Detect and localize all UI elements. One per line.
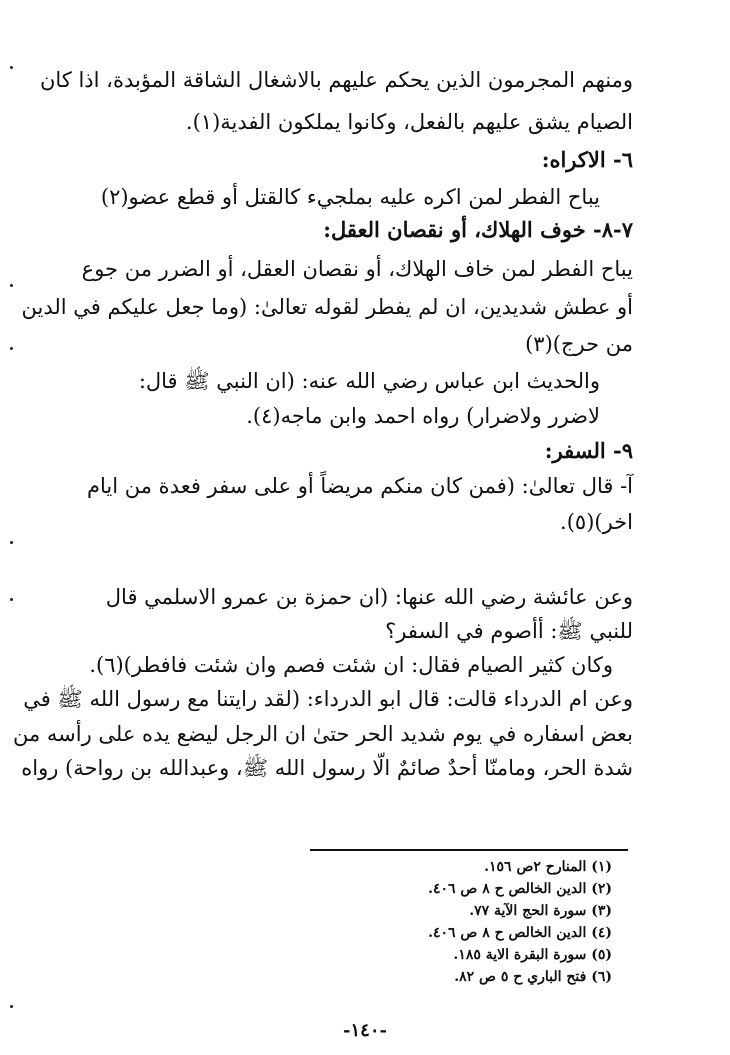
section-heading: ٧-٨- خوف الهلاك، أو نقصان العقل: <box>323 217 633 242</box>
footnote: (٤) الدين الخالص ح ٨ ص ٤٠٦. <box>428 925 612 941</box>
body-line: يباح الفطر لمن اكره عليه بملجيء كالقتل أو قطع عضو(٢) <box>100 185 600 209</box>
body-line: وكان كثير الصيام فقال: ان شئت فصم وان شئت فافطر)(٦). <box>89 653 613 677</box>
scan-speck <box>10 66 13 69</box>
page-number: -١٤٠- <box>343 1020 387 1041</box>
body-line: اخر)(٥). <box>560 510 633 534</box>
footnote: (٣) سورة الحج الآية ٧٧. <box>469 903 612 919</box>
body-line: يباح الفطر لمن خاف الهلاك، أو نقصان العقل، أو الضرر من جوع <box>81 257 633 281</box>
body-line: أو عطش شديدين، ان لم يفطر لقوله تعالىٰ: (وما جعل عليكم في الدين <box>21 295 633 319</box>
body-line: الصيام يشق عليهم بالفعل، وكانوا يملكون الفدية(١). <box>185 110 633 134</box>
scan-speck <box>10 598 13 601</box>
section-heading: ٦- الاكراه: <box>541 147 633 172</box>
body-line: من حرج)(٣) <box>525 332 633 356</box>
footnote: (٢) الدين الخالص ح ٨ ص ٤٠٦. <box>428 881 612 897</box>
body-line: للنبي ﷺ: أأصوم في السفر؟ <box>385 619 633 643</box>
scan-speck <box>10 284 13 287</box>
footnote: (٥) سورة البقرة الاية ١٨٥. <box>453 947 612 963</box>
body-line: شدة الحر، ومامنّا أحدٌ صائمٌ الّا رسول الله ﷺ، وعبدالله بن رواحة) رواه <box>21 756 633 780</box>
body-line: آ- قال تعالىٰ: (فمن كان منكم مريضاً أو على سفر فعدة من ايام <box>87 474 633 498</box>
body-line: لاضرر ولاضرار) رواه احمد وابن ماجه(٤). <box>246 404 600 428</box>
footnote: (٦) فتح الباري ح ٥ ص ٨٢. <box>454 969 612 985</box>
section-heading: ٩- السفر: <box>544 438 633 463</box>
scan-speck <box>10 541 13 544</box>
body-line: ومنهم المجرمون الذين يحكم عليهم بالاشغال الشاقة المؤبدة، اذا كان <box>39 68 633 92</box>
body-line: وعن ام الدرداء قالت: قال ابو الدرداء: (لقد رايتنا مع رسول الله ﷺ في <box>23 687 633 711</box>
footnote-divider <box>310 849 628 851</box>
body-line: والحديث ابن عباس رضي الله عنه: (ان النبي ﷺ قال: <box>138 369 600 393</box>
body-line: بعض اسفاره في يوم شديد الحر حتىٰ ان الرجل ليضع يده على رأسه من <box>12 722 633 746</box>
body-line: وعن عائشة رضي الله عنها: (ان حمزة بن عمرو الاسلمي قال <box>105 585 633 609</box>
scan-speck <box>10 1005 13 1008</box>
footnote: (١) المنارح ٢ص ١٥٦. <box>484 859 612 875</box>
scan-speck <box>10 347 13 350</box>
